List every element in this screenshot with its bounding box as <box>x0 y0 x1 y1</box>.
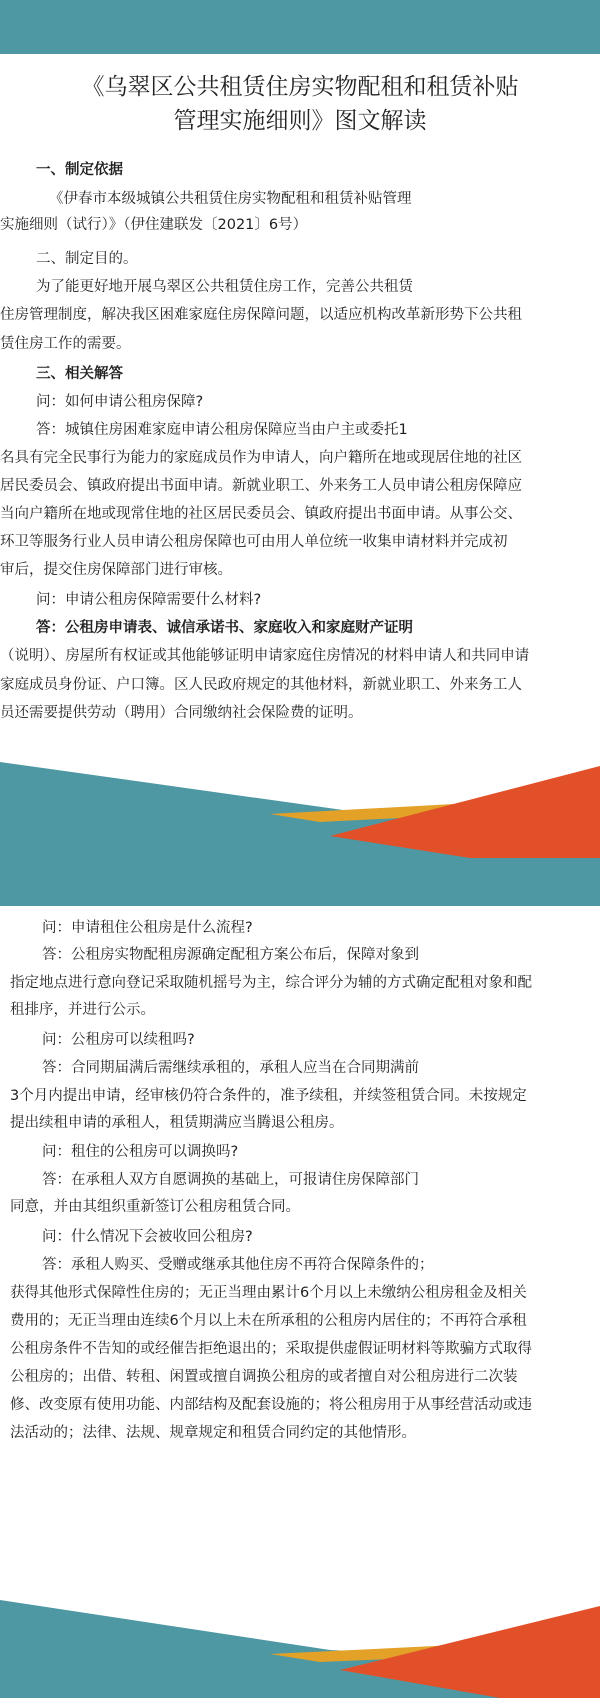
paragraph-line: 实施细则（试行）》（伊住建联发〔2021〕6号） <box>0 217 308 233</box>
section-heading-purpose: 二、制定目的。 <box>36 251 138 267</box>
faq-answer-line: 3个月内提出申请，经审核仍符合条件的，准予续租，并续签租赁合同。未按规定 <box>10 1088 527 1104</box>
faq-answer-line: 当向户籍所在地或现常住地的社区居民委员会、镇政府提出书面申请。从事公交、 <box>0 506 522 522</box>
title-line-2: 管理实施细则》图文解读 <box>173 108 427 134</box>
decorative-divider <box>0 756 600 906</box>
faq-answer-line: 修、改变原有使用功能、内部结构及配套设施的；将公租房用于从事经营活动或违 <box>10 1397 532 1413</box>
paragraph-line: 赁住房工作的需要。 <box>0 336 131 352</box>
faq-answer-line: 费用的；无正当理由连续6个月以上未在所承租的公租房内居住的；不再符合承租 <box>10 1313 527 1329</box>
faq-answer-line: 提出续租申请的承租人，租赁期满应当腾退公租房。 <box>10 1115 344 1131</box>
faq-answer-line: 答：在承租人双方自愿调换的基础上，可报请住房保障部门 <box>42 1172 419 1188</box>
decorative-footer <box>0 1600 600 1698</box>
faq-answer-line: 家庭成员身份证、户口簿。区人民政府规定的其他材料，新就业职工、外来务工人 <box>0 677 522 693</box>
faq-answer-line: 居民委员会、镇政府提出书面申请。新就业职工、外来务工人员申请公租房保障应 <box>0 478 522 494</box>
faq-answer-line: 员还需要提供劳动（聘用）合同缴纳社会保险费的证明。 <box>0 705 363 721</box>
faq-answer-line: 答：承租人购买、受赠或继承其他住房不再符合保障条件的； <box>42 1257 434 1273</box>
faq-answer-line: 法活动的；法律、法规、规章规定和租赁合同约定的其他情形。 <box>10 1425 416 1441</box>
faq-answer-bold: 答：公租房申请表、诚信承诺书、家庭收入和家庭财产证明 <box>36 620 413 636</box>
page-title <box>0 70 600 138</box>
faq-question: 问：公租房可以续租吗? <box>42 1032 195 1048</box>
faq-answer-line: 租排序，并进行公示。 <box>10 1002 155 1018</box>
paragraph-line: 为了能更好地开展乌翠区公共租赁住房工作，完善公共租赁 <box>36 279 413 295</box>
faq-answer-line: 公租房的；出借、转租、闲置或擅自调换公租房的或者擅自对公租房进行二次装 <box>10 1369 518 1385</box>
faq-answer-line: 答：合同期届满后需继续承租的，承租人应当在合同期满前 <box>42 1060 419 1076</box>
faq-question: 问：申请租住公租房是什么流程? <box>42 920 253 936</box>
faq-answer-line: （说明）、房屋所有权证或其他能够证明申请家庭住房情况的材料申请人和共同申请 <box>0 648 530 664</box>
faq-question: 问：租住的公租房可以调换吗? <box>42 1144 239 1160</box>
top-banner <box>0 0 600 54</box>
faq-answer-line: 获得其他形式保障性住房的；无正当理由累计6个月以上未缴纳公租房租金及相关 <box>10 1285 527 1301</box>
faq-question: 问：如何申请公租房保障? <box>36 394 204 410</box>
faq-answer-line: 同意，并由其组织重新签订公租房租赁合同。 <box>10 1199 300 1215</box>
faq-answer-line: 答：公租房实物配租房源确定配租方案公布后，保障对象到 <box>42 947 419 963</box>
faq-answer-line: 环卫等服务行业人员申请公租房保障也可由用人单位统一收集申请材料并完成初 <box>0 534 508 550</box>
paragraph-line: 住房管理制度，解决我区困难家庭住房保障问题，以适应机构改革新形势下公共租 <box>0 307 522 323</box>
faq-answer-line: 指定地点进行意向登记采取随机摇号为主，综合评分为辅的方式确定配租对象和配 <box>10 975 532 991</box>
title-line-1: 《乌翠区公共租赁住房实物配租和租赁补贴 <box>81 74 519 100</box>
faq-question: 问：什么情况下会被收回公租房? <box>42 1229 253 1245</box>
faq-answer-line: 公租房条件不告知的或经催告拒绝退出的；采取提供虚假证明材料等欺骗方式取得 <box>10 1341 532 1357</box>
section-heading-faq: 三、相关解答 <box>36 366 123 382</box>
section-heading-basis: 一、制定依据 <box>36 162 123 178</box>
faq-question: 问：申请公租房保障需要什么材料? <box>36 592 262 608</box>
faq-answer-line: 名具有完全民事行为能力的家庭成员作为申请人，向户籍所在地或现居住地的社区 <box>0 450 522 466</box>
paragraph-line: 《伊春市本级城镇公共租赁住房实物配租和租赁补贴管理 <box>49 191 412 207</box>
faq-answer-line: 答：城镇住房困难家庭申请公租房保障应当由户主或委托1 <box>36 422 408 438</box>
faq-answer-line: 审后，提交住房保障部门进行审核。 <box>0 562 232 578</box>
